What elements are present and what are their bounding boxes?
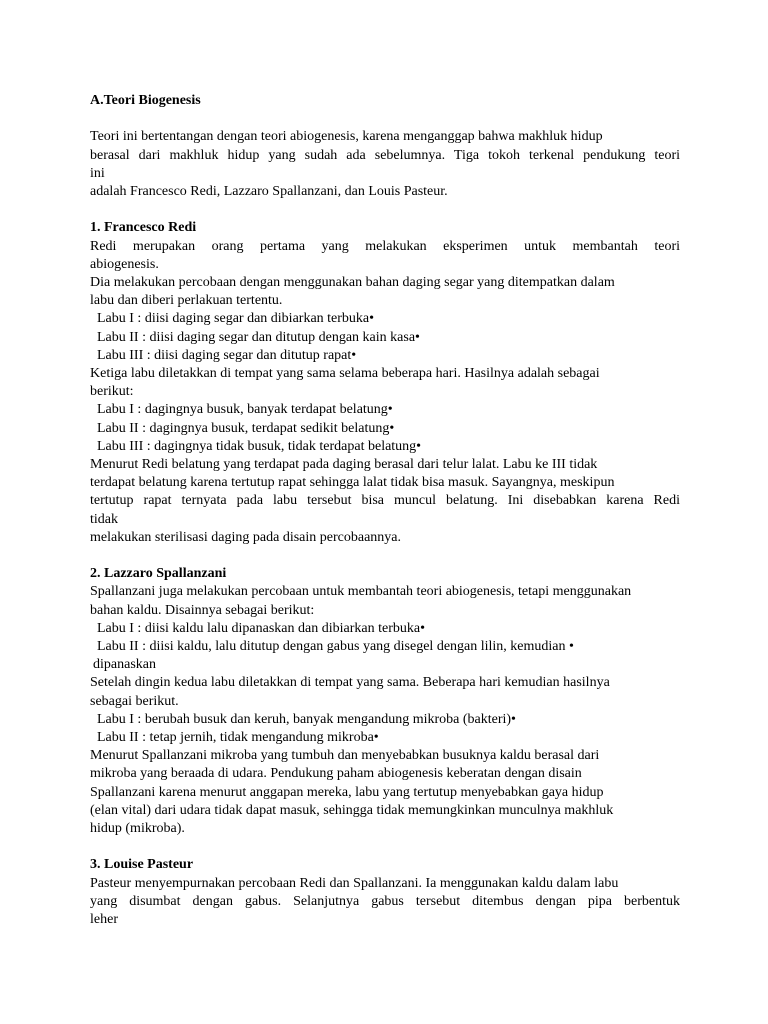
text-line: melakukan sterilisasi daging pada disain percobaannya. <box>90 529 402 545</box>
list-item: Labu I : diisi kaldu lalu dipanaskan dan dibiarkan terbuka• <box>97 620 425 636</box>
text-line: Menurut Spallanzani mikroba yang tumbuh dan menyebabkan busuknya kaldu berasal dari <box>90 748 600 764</box>
list-item: Labu III : diisi daging segar dan ditutup rapat• <box>97 347 357 363</box>
text-line: tertutup rapat ternyata pada labu tersebut bisa muncul belatung. Ini disebabkan karena Redi <box>90 493 680 509</box>
section-heading-pasteur: 3. Louise Pasteur <box>90 857 194 873</box>
document-page <box>90 92 680 929</box>
text-line: Pasteur menyempurnakan percobaan Redi dan Spallanzani. Ia menggunakan kaldu dalam labu <box>90 875 619 891</box>
spallanzani-paragraph-3 <box>90 747 680 838</box>
text-line: Ketiga labu diletakkan di tempat yang sama selama beberapa hari. Hasilnya adalah sebagai <box>90 366 600 382</box>
spallanzani-results-list <box>90 711 680 747</box>
text-line: Menurut Redi belatung yang terdapat pada daging berasal dari telur lalat. Labu ke III tidak <box>90 457 598 473</box>
page-title: A.Teori Biogenesis <box>90 93 201 108</box>
redi-paragraph-3 <box>90 456 680 547</box>
text-line: Spallanzani juga melakukan percobaan untuk membantah teori abiogenesis, tetapi menggunakan <box>90 584 632 600</box>
text-line: Teori ini bertentangan dengan teori abiogenesis, karena menganggap bahwa makhluk hidup <box>90 129 603 145</box>
text-line: hidup (mikroba). <box>90 821 185 837</box>
text-line: tidak <box>90 511 118 527</box>
text-line: terdapat belatung karena tertutup rapat sehingga lalat tidak bisa masuk. Sayangnya, meskipun <box>90 475 615 491</box>
text-line: Spallanzani karena menurut anggapan mereka, labu yang tertutup menyebabkan gaya hidup <box>90 784 604 800</box>
list-item: Labu I : dagingnya busuk, banyak terdapat belatung• <box>97 402 393 418</box>
spallanzani-paragraph-1 <box>90 583 680 619</box>
text-line: bahan kaldu. Disainnya sebagai berikut: <box>90 602 315 618</box>
redi-paragraph-1 <box>90 238 680 311</box>
list-item: Labu III : dagingnya tidak busuk, tidak terdapat belatung• <box>97 438 422 454</box>
section-heading-spallanzani: 2. Lazzaro Spallanzani <box>90 566 227 582</box>
list-item: Labu II : diisi daging segar dan ditutup dengan kain kasa• <box>97 329 420 345</box>
redi-results-list <box>90 401 680 456</box>
list-item: Labu II : diisi kaldu, lalu ditutup dengan gabus yang disegel dengan lilin, kemudian • <box>97 639 574 655</box>
list-item: Labu I : diisi daging segar dan dibiarkan terbuka• <box>97 311 375 327</box>
list-item: Labu I : berubah busuk dan keruh, banyak mengandung mikroba (bakteri)• <box>97 711 516 727</box>
text-line: sebagai berikut. <box>90 693 179 709</box>
list-item: Labu II : tetap jernih, tidak mengandung mikroba• <box>97 730 379 746</box>
text-line: abiogenesis. <box>90 256 159 272</box>
text-line: Dia melakukan percobaan dengan menggunakan bahan daging segar yang ditempatkan dalam <box>90 275 615 290</box>
text-line: Setelah dingin kedua labu diletakkan di tempat yang sama. Beberapa hari kemudian hasilnya <box>90 675 610 691</box>
redi-setup-list <box>90 310 680 365</box>
text-line: mikroba yang beraada di udara. Pendukung paham abiogenesis keberatan dengan disain <box>90 766 582 782</box>
pasteur-paragraph-1 <box>90 875 680 930</box>
list-item-continuation: dipanaskan <box>93 657 156 673</box>
text-line: labu dan diberi perlakuan tertentu. <box>90 293 283 309</box>
text-line: Redi merupakan orang pertama yang melakukan eksperimen untuk membantah teori <box>90 238 680 254</box>
spallanzani-setup-list <box>90 620 680 675</box>
text-line: ini <box>90 165 105 181</box>
text-line: berasal dari makhluk hidup yang sudah ada sebelumnya. Tiga tokoh terkenal pendukung teori <box>90 147 680 163</box>
section-heading-redi: 1. Francesco Redi <box>90 220 197 236</box>
text-line: adalah Francesco Redi, Lazzaro Spallanzani, dan Louis Pasteur. <box>90 184 448 199</box>
text-line: yang disumbat dengan gabus. Selanjutnya gabus tersebut ditembus dengan pipa berbentuk <box>90 893 680 909</box>
redi-paragraph-2 <box>90 365 680 401</box>
text-line: leher <box>90 912 118 928</box>
list-item: Labu II : dagingnya busuk, terdapat sedikit belatung• <box>97 420 395 436</box>
text-line: (elan vital) dari udara tidak dapat masuk, sehingga tidak memungkinkan munculnya makhluk <box>90 802 614 818</box>
spallanzani-paragraph-2 <box>90 674 680 710</box>
intro-paragraph <box>90 128 680 201</box>
text-line: berikut: <box>90 384 134 400</box>
